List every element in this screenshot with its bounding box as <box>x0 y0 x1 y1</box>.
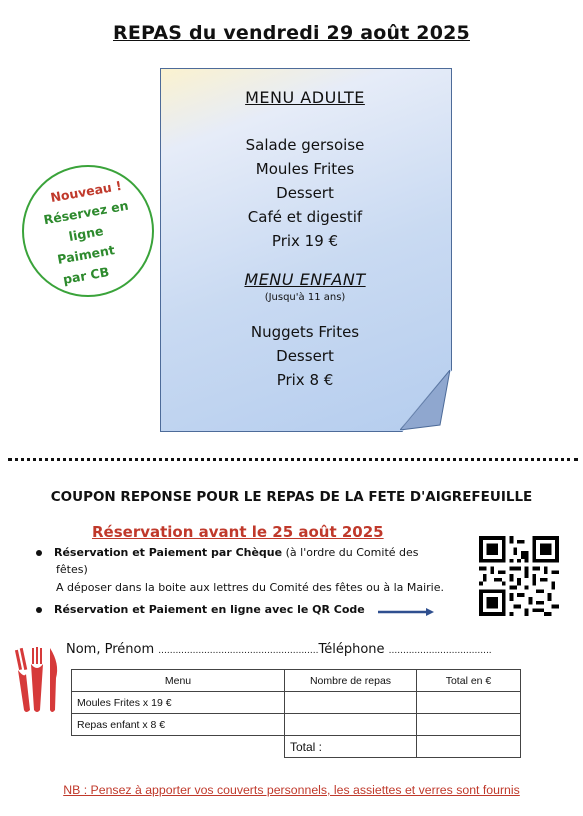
menu-adulte-item: Moules Frites <box>255 160 355 178</box>
badge-line: Paiment <box>56 242 116 267</box>
phone-field[interactable]: .................................... <box>388 646 492 656</box>
bullet-icon <box>36 607 42 613</box>
cutlery-icon <box>14 644 64 714</box>
phone-label: Téléphone <box>318 642 385 657</box>
cut-line <box>8 458 578 461</box>
table-total-row <box>72 736 521 758</box>
menu-enfant-item: Nuggets Frites <box>250 323 360 341</box>
name-label: Nom, Prénom <box>66 642 155 657</box>
badge-line: Réservez en <box>42 197 130 228</box>
menu-enfant-subtitle: (Jusqu'à 11 ans) <box>264 292 346 303</box>
badge-line: ligne <box>67 223 105 244</box>
bullet-cheque-bold: Réservation et Paiement par Chèque <box>54 546 283 559</box>
order-table <box>71 669 521 758</box>
page-title: REPAS du vendredi 29 août 2025 <box>113 22 470 44</box>
menu-cell: Moules Frites x 19 € <box>72 692 285 714</box>
table-header-row <box>72 670 521 692</box>
bullet-online <box>36 603 365 616</box>
menu-adulte-item: Salade gersoise <box>245 136 365 154</box>
name-field[interactable]: ........................................................ <box>158 646 319 656</box>
footer-note: NB : Pensez à apporter vos couverts personnels, les assiettes et verres sont fournis <box>63 783 520 797</box>
bullet-cheque-cont: fêtes) <box>56 563 88 576</box>
qr-code-icon[interactable] <box>479 536 559 616</box>
bullet-icon <box>36 550 42 556</box>
menu-cell: Repas enfant x 8 € <box>72 714 285 736</box>
menu-enfant-item: Dessert <box>276 347 334 365</box>
arrow-right-icon <box>378 607 434 617</box>
coupon-heading: COUPON REPONSE POUR LE REPAS DE LA FETE D'AIGREFEUILLE <box>50 489 533 505</box>
total-cell[interactable] <box>417 692 521 714</box>
table-row <box>72 692 521 714</box>
menu-adulte-price: Prix 19 € <box>271 232 339 250</box>
bullet-online-text: Réservation et Paiement en ligne avec le QR Code <box>54 603 365 616</box>
grand-total-cell[interactable] <box>417 736 521 758</box>
deadline-text: Réservation avant le 25 août 2025 <box>92 523 384 541</box>
menu-adulte-heading: MENU ADULTE <box>245 88 365 107</box>
column-header-total: Total en € <box>417 670 521 692</box>
bullet-cheque <box>36 546 419 559</box>
total-label: Total : <box>285 736 417 758</box>
menu-adulte-item: Dessert <box>276 184 334 202</box>
bullet-cheque-normal: (à l'ordre du Comité des <box>285 546 419 559</box>
column-header-count: Nombre de repas <box>285 670 417 692</box>
contact-form-line <box>66 642 492 657</box>
bullet-cheque-sub: A déposer dans la boite aux lettres du Comité des fêtes ou à la Mairie. <box>56 581 445 594</box>
badge-line: Nouveau ! <box>49 177 123 206</box>
menu-enfant-price: Prix 8 € <box>276 371 334 389</box>
badge-line: par CB <box>61 264 111 287</box>
table-row <box>72 714 521 736</box>
count-cell[interactable] <box>285 692 417 714</box>
menu-adulte-item: Café et digestif <box>247 208 363 226</box>
menu-enfant-heading: MENU ENFANT <box>244 270 366 289</box>
total-cell[interactable] <box>417 714 521 736</box>
column-header-menu: Menu <box>72 670 285 692</box>
count-cell[interactable] <box>285 714 417 736</box>
